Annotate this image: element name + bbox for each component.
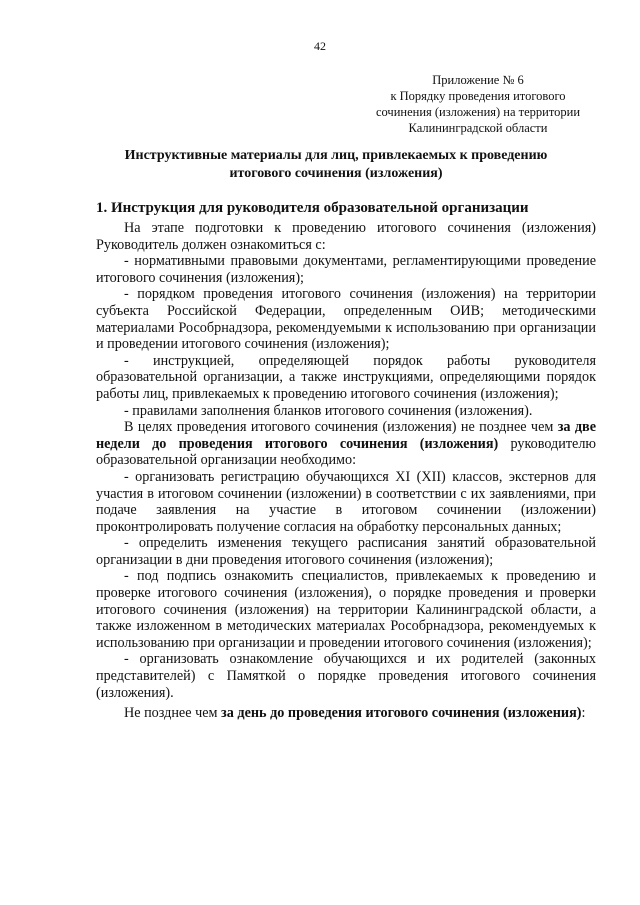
appendix-line: сочинения (изложения) на территории	[375, 105, 581, 119]
deadline-paragraph	[96, 705, 596, 722]
list-item: - под подпись ознакомить специалистов, привлекаемых к проведению и проверке итогового сочинения (изложения), о порядке проведения и проверки итогового сочинения (изложения) на территории Калининградской области, а также изложенном в методических материалах Рособрнадзора, рекомендуемых к использованию при организации и проведении итогового сочинения (изложения);	[96, 568, 596, 651]
intro-paragraph: На этапе подготовки к проведению итогового сочинения (изложения) Руководитель должен ознакомиться с:	[96, 220, 596, 253]
deadline-paragraph	[96, 419, 596, 469]
paragraph-text: В целях проведения итогового сочинения (изложения) не позднее чем	[124, 419, 558, 436]
page-number: 42	[314, 39, 326, 53]
document-body	[96, 220, 596, 722]
deadline-emphasis: за день до проведения итогового сочинения (изложения)	[221, 705, 582, 722]
list-item: - организовать ознакомление обучающихся и их родителей (законных представителей) с Памяткой о порядке проведения итогового сочинения (изложения).	[96, 651, 596, 701]
title-line: Инструктивные материалы для лиц, привлекаемых к проведению	[124, 148, 548, 163]
section-heading: 1. Инструкция для руководителя образовательной организации	[96, 200, 529, 216]
deadline-emphasis: за две недели до проведения итогового сочинения (изложения)	[96, 419, 596, 452]
appendix-line: Приложение № 6	[432, 73, 524, 87]
paragraph-text: Не позднее чем	[124, 705, 222, 722]
list-item: - определить изменения текущего расписания занятий образовательной организации в дни проведения итогового сочинения (изложения);	[96, 535, 596, 568]
list-item: - порядком проведения итогового сочинения (изложения) на территории субъекта Российской Федерации, определенным ОИВ; методическими материалами Рособрнадзора, рекомендуемыми к использованию при организации и проведении итогового сочинения (изложения);	[96, 286, 596, 353]
paragraph-text: руководителю образовательной организации необходимо:	[96, 435, 596, 469]
document-title	[96, 147, 576, 183]
paragraph-text: :	[581, 705, 586, 722]
appendix-block	[360, 72, 596, 136]
appendix-line: к Порядку проведения итогового	[390, 89, 566, 103]
list-item: - нормативными правовыми документами, регламентирующими проведение итогового сочинения (изложения);	[96, 253, 596, 286]
list-item: - инструкцией, определяющей порядок работы руководителя образовательной организации, а также инструкциями, определяющими порядок работы лиц, привлекаемых к проведению итогового сочинения (изложения);	[96, 352, 596, 402]
list-item: - организовать регистрацию обучающихся XI (XII) классов, экстернов для участия в итоговом сочинении (изложении) в соответствии с их заявлениями, при подаче заявления на участие в итоговом сочинении (изложении) проконтролировать получение согласия на обработку персональных данных;	[96, 468, 596, 535]
list-item: - правилами заполнения бланков итогового сочинения (изложения).	[124, 402, 533, 419]
title-line: итогового сочинения (изложения)	[229, 166, 443, 181]
appendix-line: Калининградской области	[408, 121, 548, 135]
